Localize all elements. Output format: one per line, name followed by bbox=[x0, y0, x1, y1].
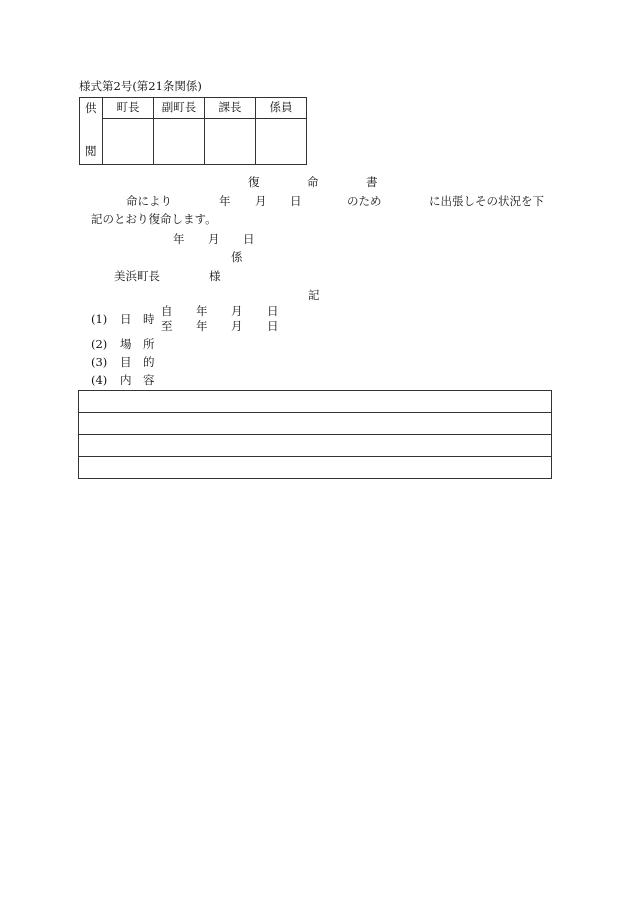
item1-to: 至 bbox=[161, 319, 173, 333]
item1-number: (1) bbox=[91, 312, 108, 326]
item1-to-day: 日 bbox=[267, 319, 279, 333]
item1-to-month: 月 bbox=[231, 319, 243, 333]
title-char-1: 復 bbox=[248, 175, 260, 189]
content-row[interactable] bbox=[79, 413, 551, 435]
form-label: 様式第2号(第21条関係) bbox=[79, 79, 202, 93]
item1-from-month: 月 bbox=[231, 304, 243, 318]
item3-label-b: 的 bbox=[143, 355, 155, 369]
content-row[interactable] bbox=[79, 391, 551, 413]
content-row[interactable] bbox=[79, 457, 551, 479]
item4-label-b: 容 bbox=[143, 373, 155, 387]
title-char-2: 命 bbox=[307, 175, 319, 189]
approval-stamp-deputy-mayor[interactable] bbox=[154, 119, 205, 165]
item1-from-year: 年 bbox=[196, 304, 208, 318]
item4-label-a: 内 bbox=[120, 373, 132, 387]
content-box bbox=[78, 390, 552, 479]
intro-month: 月 bbox=[255, 194, 267, 208]
intro-tail: に出張しその状況を下 bbox=[429, 194, 544, 208]
approval-header-section-chief: 課長 bbox=[205, 98, 256, 119]
item4-number: (4) bbox=[91, 373, 108, 387]
item1-label-b: 時 bbox=[143, 312, 155, 326]
content-row[interactable] bbox=[79, 435, 551, 457]
item2-number: (2) bbox=[91, 337, 108, 351]
addressee-name: 美浜町長 bbox=[114, 269, 160, 283]
approval-header-staff: 係員 bbox=[256, 98, 307, 119]
approval-side-cell bbox=[80, 98, 103, 165]
item2-label-a: 場 bbox=[120, 337, 132, 351]
addressee-honorific: 様 bbox=[209, 269, 221, 283]
ki-heading: 記 bbox=[308, 288, 320, 302]
date-day: 日 bbox=[243, 232, 255, 246]
item1-from-day: 日 bbox=[267, 304, 279, 318]
intro-purpose: のため bbox=[347, 194, 382, 208]
item3-label-a: 目 bbox=[120, 355, 132, 369]
approval-stamp-mayor[interactable] bbox=[103, 119, 154, 165]
date-year: 年 bbox=[173, 232, 185, 246]
approval-header-mayor: 町長 bbox=[103, 98, 154, 119]
date-month: 月 bbox=[208, 232, 220, 246]
item1-to-year: 年 bbox=[196, 319, 208, 333]
item1-from: 自 bbox=[161, 304, 173, 318]
approval-side-bottom: 閲 bbox=[85, 144, 97, 158]
section-label: 係 bbox=[231, 250, 243, 264]
approval-stamp-section-chief[interactable] bbox=[205, 119, 256, 165]
item3-number: (3) bbox=[91, 355, 108, 369]
approval-header-deputy-mayor: 副町長 bbox=[154, 98, 205, 119]
intro-year: 年 bbox=[219, 194, 231, 208]
approval-side-top: 供 bbox=[85, 101, 97, 115]
item1-label-a: 日 bbox=[120, 312, 132, 326]
item2-label-b: 所 bbox=[143, 337, 155, 351]
intro-prefix: 命により bbox=[126, 194, 172, 208]
approval-stamp-staff[interactable] bbox=[256, 119, 307, 165]
intro-line2: 記のとおり復命します。 bbox=[91, 212, 217, 226]
approval-table bbox=[79, 97, 307, 165]
title-char-3: 書 bbox=[366, 175, 378, 189]
intro-day: 日 bbox=[290, 194, 302, 208]
